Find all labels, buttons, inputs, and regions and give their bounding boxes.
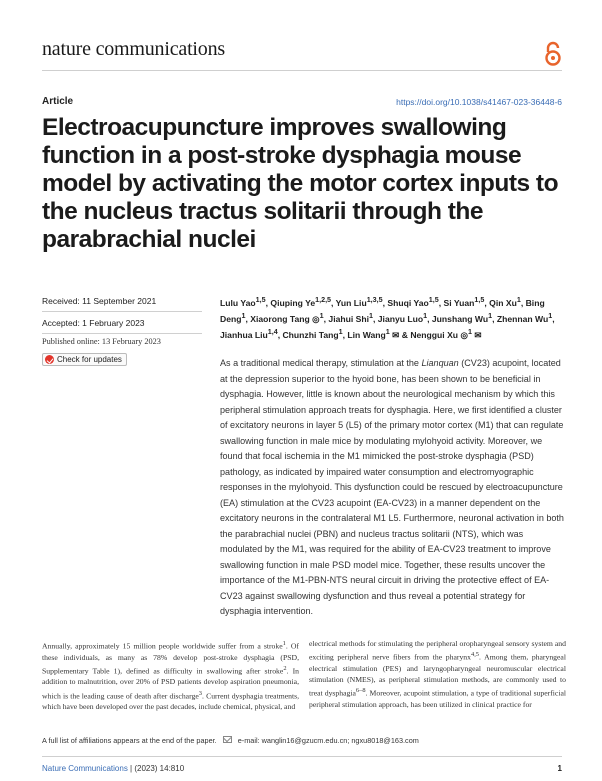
- meta-divider: [42, 311, 202, 312]
- body-column-right: electrical methods for stimulating the peripheral oropharyngeal sensory system and exciting peripheral nerve fibers from the pharynx$^{4,5}$. Among them, pharyngeal electrical stimulation (PES) and laryngopharyngeal neuromuscular electrical stimulation (NMES), as peripheral stimulation methods, are commonly used to treat dysphagia$^{6-8}$. Moreover, acupoint stimulation, a type of traditional superficial peripheral stimulation approach, has been utilized in clinical practice for: [309, 639, 567, 709]
- meta-divider: [42, 333, 202, 334]
- page-number: 1: [557, 764, 562, 773]
- check-updates-label: Check for updates: [57, 355, 122, 364]
- footnote: [42, 736, 419, 745]
- doi-link[interactable]: https://doi.org/10.1038/s41467-023-36448-6: [396, 97, 562, 107]
- contact-email[interactable]: e-mail: wanglin16@gzucm.edu.cn; ngxu8018@163.com: [237, 736, 419, 745]
- body-column-left: Annually, approximately 15 million people worldwide suffer from a stroke$^1$. Of these individuals, as many as 78% develop post-stroke dysphagia (PSD, Supplementary Table 1), defined as difficulty in swallowing after stroke$^2$. In addition to malnutrition, over 20% of PSD patients develop aspiration pneumonia, which is the leading cause of death after discharge$^3$. Current dysphagia treatments, which have been developed over the past decades, include chemical, physical, and: [42, 640, 299, 712]
- article-title: Electroacupuncture improves swallowing function in a post-stroke dysphagia mouse model by activating the motor cortex inputs to the nucleus tractus solitarii through the parabrachial nuclei: [42, 114, 559, 253]
- received-date: Received: 11 September 2021: [42, 296, 157, 306]
- article-type-label: Article: [42, 96, 74, 107]
- affiliations-note: A full list of affiliations appears at the end of the paper.: [42, 736, 217, 745]
- published-date: Published online: 13 February 2023: [42, 337, 161, 346]
- abstract: As a traditional medical therapy, stimulation at the Lianquan (CV23) acupoint, located at the depression superior to the hyoid bone, has been shown to be beneficial in dysphagia. However, little is known about the neurological mechanism by which this peripheral stimulation approach treats for dysphagia. Here, we first identified a cluster of excitatory neurons in layer 5 (L5) of the primary motor cortex (M1) that can regulate swallowing function in male mice by modulating mylohyoid activity. Moreover, we found that focal ischemia in the M1 mimicked the post-stroke dysphagia (PSD) pathology, as indicated by impaired water consumption and electromyographic responses in the mylohyoid. This dysfunction could be rescued by electroacupuncture (EA) stimulation at the CV23 acupoint (EA-CV23) in a manner dependent on the excitatory neurons in the contralateral M1 L5. Furthermore, neuronal activation in both the parabrachial nuclei (PBN) and nucleus tractus solitarii (NTS), which was modulated by the M1, was required for the ability of EA-CV23 treatment to improve swallowing function in male PSD model mice. Together, these results uncover the importance of the M1-PBN-NTS neural circuit in driving the protective effect of EA-CV23 against swallowing dysfunction and thus reveal a potential strategy for dysphagia intervention.: [220, 358, 564, 616]
- open-access-icon: [544, 41, 562, 67]
- footer-volume: | (2023) 14:810: [127, 764, 185, 773]
- mail-icon: [223, 736, 232, 743]
- footer-rule: [42, 756, 562, 757]
- check-updates-icon: [45, 355, 54, 364]
- journal-name: nature communications: [42, 38, 225, 60]
- author-list: Lulu Yao$^{1,5}$, Qiuping Ye$^{1,2,5}$, Yun Liu$^{1,3,5}$, Shuqi Yao$^{1,5}$, Si Yuan$^{1,5}$, Qin Xu$^1$, Bing Deng$^1$, Xiaorong Tang ◎$^1$, Jiahui Shi$^1$, Jianyu Luo$^1$, Junshang Wu$^1$, Zhennan Wu$^1$, Jianhua Liu$^{1,4}$, Chunzhi Tang$^1$, Lin Wang$^1$ ✉ & Nenggui Xu ◎$^1$ ✉: [220, 296, 555, 341]
- footer-journal-name: Nature Communications: [42, 764, 128, 773]
- header-rule: [42, 70, 562, 71]
- footer-citation: [42, 764, 184, 773]
- check-for-updates-button[interactable]: [42, 353, 127, 366]
- accepted-date: Accepted: 1 February 2023: [42, 318, 145, 328]
